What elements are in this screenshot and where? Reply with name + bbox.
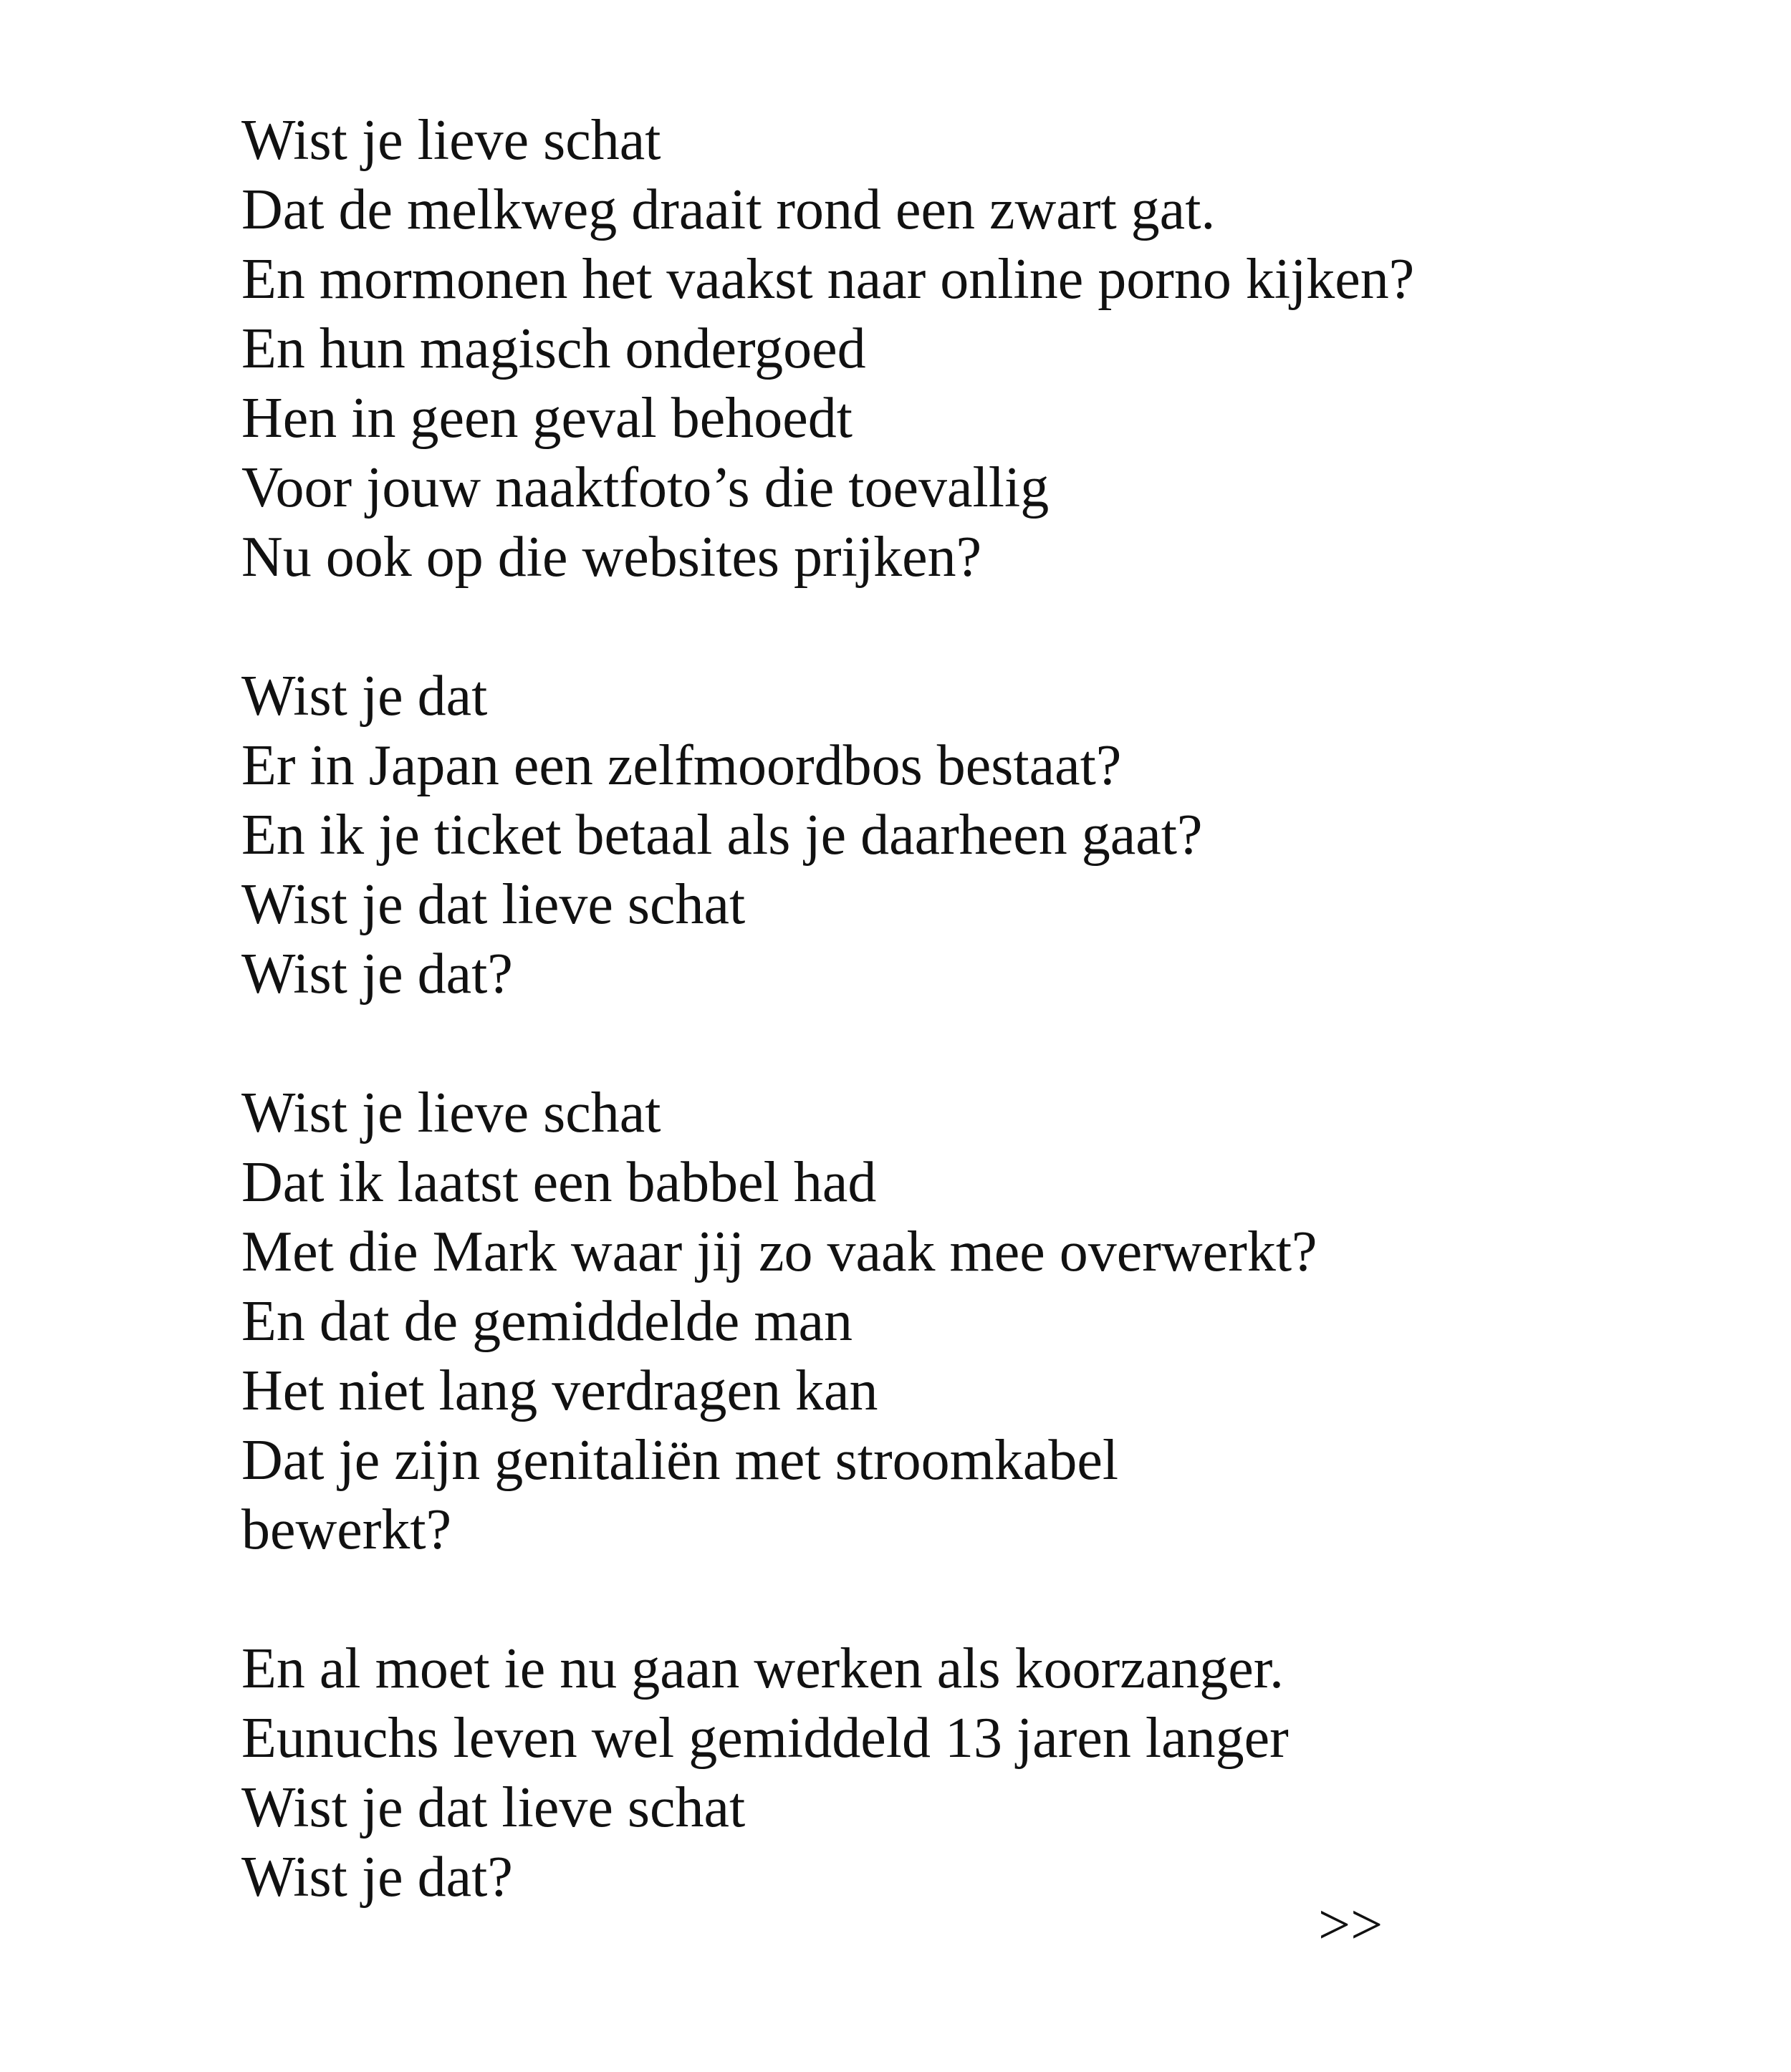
next-page-marker: >> — [1318, 1894, 1383, 1957]
stanza-1 — [241, 106, 1674, 592]
poem-line: Wist je dat lieve schat — [241, 1776, 746, 1839]
poem-line: En ik je ticket betaal als je daarheen gaat? — [241, 804, 1203, 867]
poem-line: Met die Mark waar jij zo vaak mee overwerkt? — [241, 1220, 1317, 1283]
poem-line: Wist je lieve schat — [241, 1081, 661, 1145]
poem-line: Nu ook op die websites prijken? — [241, 526, 982, 589]
poem-line: En dat de gemiddelde man — [241, 1290, 853, 1353]
poem-line: En mormonen het vaakst naar online porno kijken? — [241, 248, 1415, 311]
poem-line: Voor jouw naaktfoto’s die toevallig — [241, 456, 1050, 519]
poem-line: Er in Japan een zelfmoordbos bestaat? — [241, 734, 1122, 797]
stanza-3 — [241, 1079, 1674, 1565]
poem-line: Eunuchs leven wel gemiddeld 13 jaren langer — [241, 1707, 1289, 1770]
poem-line: Wist je dat lieve schat — [241, 873, 746, 936]
poem-line: Wist je lieve schat — [241, 109, 661, 172]
stanza-2 — [241, 662, 1674, 1009]
poem-line: Dat de melkweg draait rond een zwart gat. — [241, 178, 1216, 241]
poem-line: Wist je dat? — [241, 943, 513, 1006]
poem-line: Hen in geen geval behoedt — [241, 387, 853, 450]
poem-line: En hun magisch ondergoed — [241, 317, 866, 380]
poem-line: En al moet ie nu gaan werken als koorzanger. — [241, 1637, 1284, 1700]
poem — [241, 106, 1674, 1912]
poem-line: Het niet lang verdragen kan — [241, 1359, 878, 1422]
poem-line: Dat ik laatst een babbel had — [241, 1151, 877, 1214]
poem-line: Wist je dat? — [241, 1846, 513, 1909]
poem-line: bewerkt? — [241, 1498, 452, 1561]
stanza-4 — [241, 1634, 1674, 1912]
poem-line: Wist je dat — [241, 665, 488, 728]
poem-line: Dat je zijn genitaliën met stroomkabel — [241, 1429, 1119, 1492]
